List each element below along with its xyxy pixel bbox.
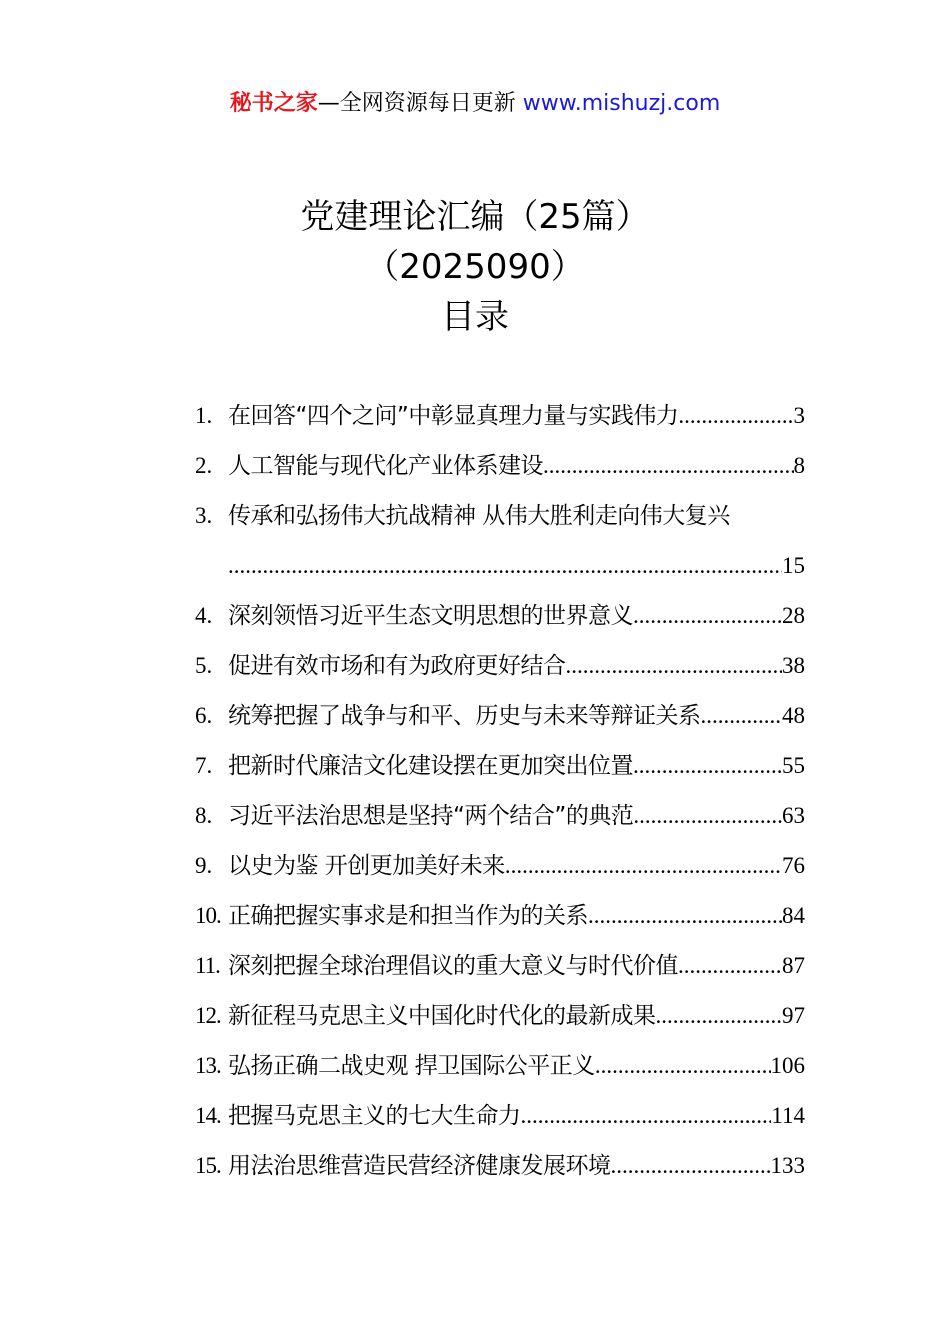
- toc-item-5[interactable]: [195, 641, 805, 691]
- toc-item-page: 55: [782, 753, 805, 778]
- toc-item-title: 深刻领悟习近平生态文明思想的世界意义: [228, 603, 633, 629]
- toc-item-number: 2.: [195, 453, 213, 478]
- toc-leader-dots: [543, 441, 794, 491]
- toc-item-title: 促进有效市场和有为政府更好结合: [228, 653, 566, 679]
- toc-item-number: 5.: [195, 653, 213, 678]
- toc-item-number: 10.: [195, 903, 221, 928]
- toc-leader-dots: [611, 1141, 771, 1191]
- toc-item-8[interactable]: [195, 791, 805, 841]
- toc-item-11[interactable]: [195, 941, 805, 991]
- toc-leader-dots: [521, 1091, 772, 1141]
- toc-item-14[interactable]: [195, 1091, 805, 1141]
- toc-item-title: 以史为鉴 开创更加美好未来: [228, 853, 505, 879]
- toc-item-3[interactable]: [195, 491, 805, 541]
- toc-item-title: 深刻把握全球治理倡议的重大意义与时代价值: [228, 953, 678, 979]
- toc-item-number: 7.: [195, 753, 213, 778]
- toc-item-15[interactable]: [195, 1141, 805, 1191]
- toc-item-page: 28: [782, 603, 805, 628]
- toc-item-10[interactable]: [195, 891, 805, 941]
- toc-item-number: 4.: [195, 603, 213, 628]
- toc-item-page: 48: [782, 703, 805, 728]
- toc-leader-dots: [505, 841, 782, 891]
- toc-leader-dots: [678, 391, 793, 441]
- toc-item-title: 在回答“四个之问”中彰显真理力量与实践伟力: [228, 403, 679, 429]
- website-link[interactable]: www.mishuzj.com: [522, 91, 721, 116]
- slogan: —全网资源每日更新: [317, 91, 523, 116]
- document-title-block: [0, 192, 950, 342]
- toc-item-number: 13.: [195, 1053, 221, 1078]
- toc-item-title: 新征程马克思主义中国化时代化的最新成果: [228, 1003, 656, 1029]
- toc-item-number: 6.: [195, 703, 213, 728]
- toc-item-1[interactable]: [195, 391, 805, 441]
- toc-item-number: 14.: [195, 1103, 221, 1128]
- toc-item-page: 15: [782, 553, 805, 578]
- toc-item-number: 12.: [195, 1003, 221, 1028]
- toc-leader-dots: [595, 1041, 771, 1091]
- toc-item-number: 3.: [195, 503, 213, 528]
- toc-item-page: 84: [782, 903, 805, 928]
- toc-leader-dots: [566, 641, 783, 691]
- toc-item-page: 97: [782, 1003, 805, 1028]
- toc-leader-dots: [633, 791, 782, 841]
- toc-leader-dots: [701, 691, 783, 741]
- toc-item-page: 63: [782, 803, 805, 828]
- document-title: 党建理论汇编（25篇）: [300, 197, 650, 237]
- toc-item-title: 把握马克思主义的七大生命力: [228, 1103, 521, 1129]
- toc-item-page: 3: [793, 403, 805, 428]
- table-of-contents: [195, 391, 805, 1191]
- toc-leader-dots: [633, 741, 782, 791]
- toc-item-number: 11.: [195, 953, 220, 978]
- toc-item-page: 38: [782, 653, 805, 678]
- toc-item-page: 76: [782, 853, 805, 878]
- toc-leader-dots: [633, 591, 782, 641]
- toc-item-9[interactable]: [195, 841, 805, 891]
- toc-item-number: 15.: [195, 1153, 221, 1178]
- toc-heading: 目录: [441, 297, 509, 337]
- toc-item-title: 传承和弘扬伟大抗战精神 从伟大胜利走向伟大复兴: [228, 503, 730, 529]
- toc-item-page: 8: [793, 453, 805, 478]
- toc-item-12[interactable]: [195, 991, 805, 1041]
- toc-item-title: 人工智能与现代化产业体系建设: [228, 453, 543, 479]
- toc-item-4[interactable]: [195, 591, 805, 641]
- toc-item-page: 114: [771, 1103, 805, 1128]
- toc-item-number: 9.: [195, 853, 213, 878]
- toc-item-page: 133: [770, 1153, 805, 1178]
- toc-leader-dots: [588, 891, 782, 941]
- brand-name: 秘书之家: [229, 91, 318, 116]
- toc-item-13[interactable]: [195, 1041, 805, 1091]
- toc-item-title: 习近平法治思想是坚持“两个结合”的典范: [228, 803, 634, 829]
- toc-item-title: 用法治思维营造民营经济健康发展环境: [228, 1153, 611, 1179]
- toc-leader-dots: [656, 991, 783, 1041]
- toc-item-3-continuation[interactable]: [195, 541, 805, 591]
- toc-item-title: 弘扬正确二战史观 捍卫国际公平正义: [228, 1053, 595, 1079]
- toc-item-number: 1.: [195, 403, 213, 428]
- document-code: （2025090）: [365, 247, 585, 287]
- toc-leader-dots: [228, 541, 782, 591]
- toc-item-title: 把新时代廉洁文化建设摆在更加突出位置: [228, 753, 633, 779]
- toc-item-7[interactable]: [195, 741, 805, 791]
- toc-item-2[interactable]: [195, 441, 805, 491]
- toc-item-title: 正确把握实事求是和担当作为的关系: [228, 903, 588, 929]
- toc-leader-dots: [678, 941, 782, 991]
- toc-item-title: 统筹把握了战争与和平、历史与未来等辩证关系: [228, 703, 701, 729]
- toc-item-page: 106: [770, 1053, 805, 1078]
- toc-item-number: 8.: [195, 803, 213, 828]
- site-banner: [0, 88, 950, 120]
- toc-item-page: 87: [782, 953, 805, 978]
- toc-item-6[interactable]: [195, 691, 805, 741]
